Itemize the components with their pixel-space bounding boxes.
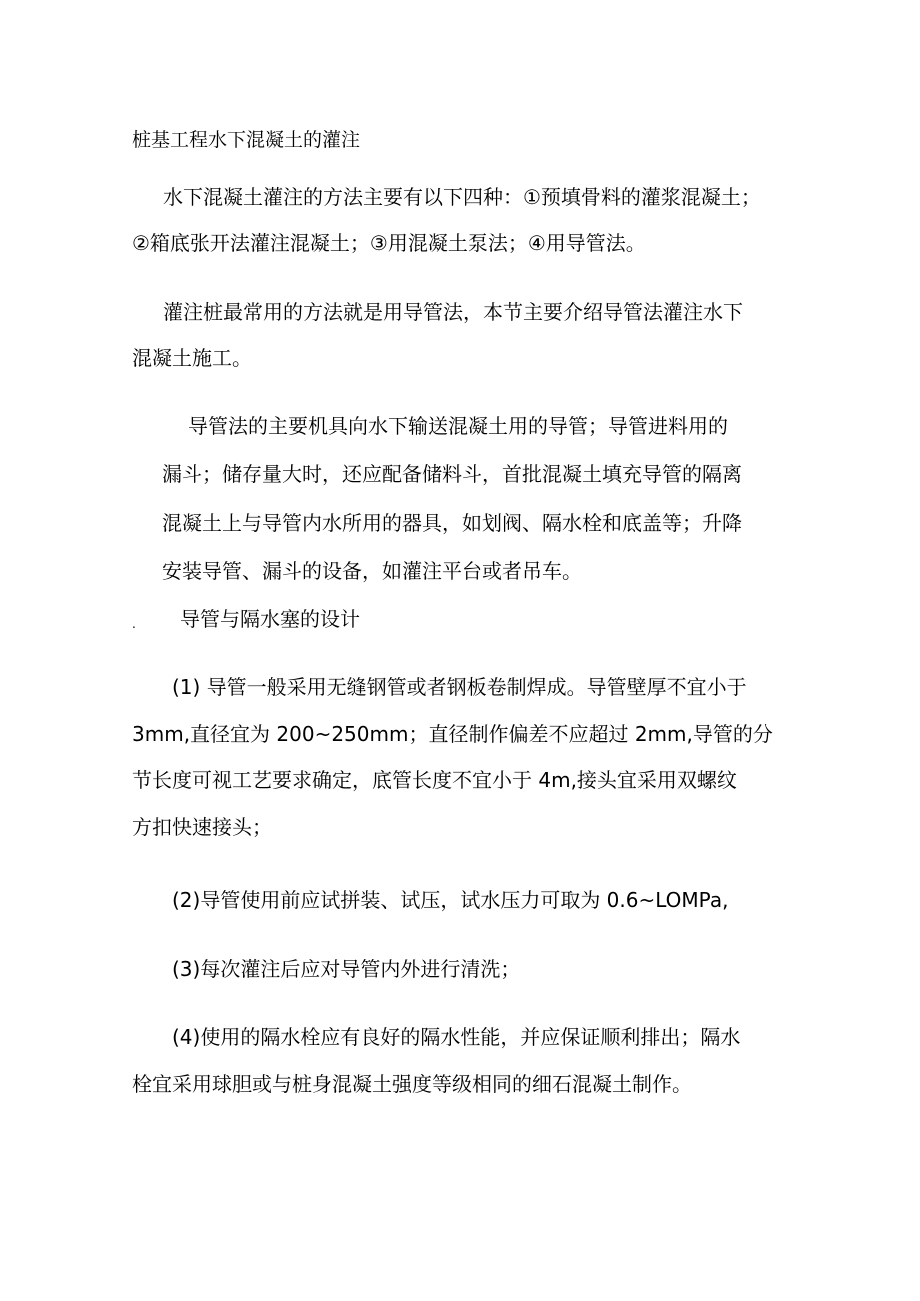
item-2-line-1: (2)导管使用前应试拼装、试压，试水压力可取为 0.6~LOMPa, bbox=[172, 888, 729, 912]
item-1-line-1: (1) 导管一般采用无缝钢管或者钢板卷制焊成。导管壁厚不宜小于 bbox=[172, 675, 747, 699]
item-1-line-3: 节长度可视工艺要求确定，底管长度不宜小于 4m,接头宜采用双螺纹 bbox=[132, 768, 737, 792]
item-1-line-4: 方扣快速接头； bbox=[132, 815, 272, 839]
item-4-line-1: (4)使用的隔水栓应有良好的隔水性能，并应保证顺利排出；隔水 bbox=[172, 1025, 741, 1049]
item-3-line-1: (3)每次灌注后应对导管内外进行清洗； bbox=[172, 957, 521, 981]
equipment-line-2: 漏斗；储存量大时，还应配备储料斗，首批混凝土填充导管的隔离 bbox=[162, 462, 742, 486]
method-line-2: 混凝土施工。 bbox=[132, 346, 252, 370]
section-heading: 导管与隔水塞的设计 bbox=[180, 607, 360, 631]
equipment-line-3: 混凝土上与导管内水所用的器具，如划阀、隔水栓和底盖等；升降 bbox=[162, 511, 742, 535]
equipment-line-4: 安装导管、漏斗的设备，如灌注平台或者吊车。 bbox=[162, 559, 582, 583]
intro-line-1: 水下混凝土灌注的方法主要有以下四种：①预填骨料的灌浆混凝土； bbox=[163, 185, 761, 209]
item-4-line-2: 栓宜采用球胆或与桩身混凝土强度等级相同的细石混凝土制作。 bbox=[132, 1072, 692, 1096]
item-1-line-2: 3mm,直径宜为 200~250mm；直径制作偏差不应超过 2mm,导管的分 bbox=[132, 722, 773, 746]
method-line-1: 灌注桩最常用的方法就是用导管法，本节主要介绍导管法灌注水下 bbox=[163, 300, 743, 324]
equipment-line-1: 导管法的主要机具向水下输送混凝土用的导管；导管进料用的 bbox=[188, 414, 728, 438]
intro-line-2: ②箱底张开法灌注混凝土；③用混凝土泵法；④用导管法。 bbox=[132, 231, 646, 255]
document-title: 桩基工程水下混凝土的灌注 bbox=[132, 129, 361, 151]
section-bullet: . bbox=[132, 617, 136, 631]
